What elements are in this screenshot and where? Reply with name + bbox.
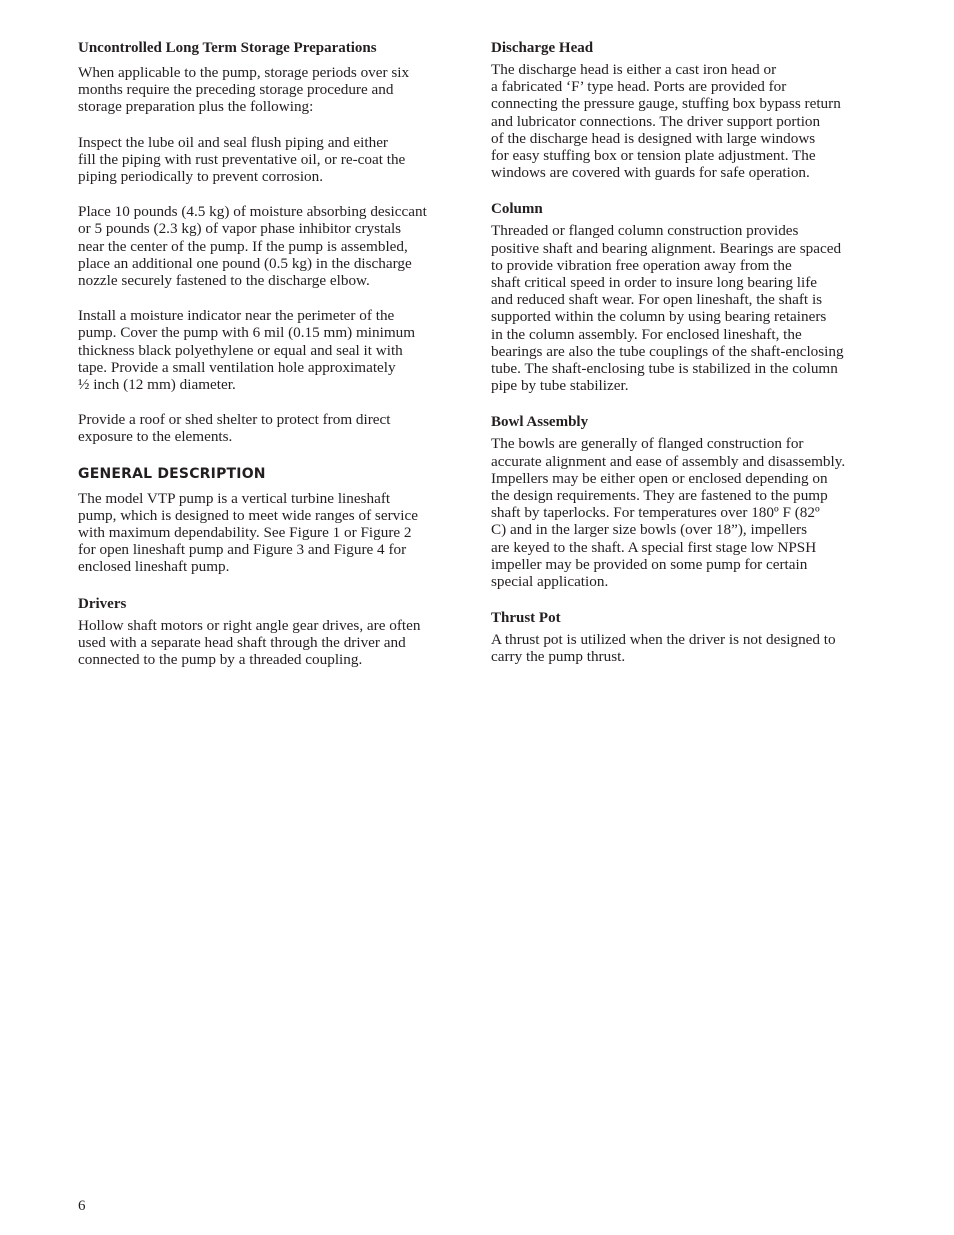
bowl-assembly-heading: Bowl Assembly bbox=[491, 414, 589, 431]
discharge-head-section bbox=[491, 38, 883, 181]
storage-paragraph-1: When applicable to the pump, storage periods over six months require the preceding storage procedure and storage preparation plus the following: bbox=[78, 64, 410, 116]
page-number: 6 bbox=[78, 1198, 86, 1214]
general-description-section bbox=[78, 464, 470, 576]
left-column bbox=[78, 38, 470, 686]
column-paragraph: Threaded or flanged column construction provides positive shaft and bearing alignment. Bearings are spaced to provide vibration free operation away from the shaft critical speed in order to insure long bearing life and reduced shaft wear. For open lineshaft, the shaft is supported within the column by using bearing retainers in the column assembly. For enclosed lineshaft, the bearings are also the tube couplings of the shaft-enclosing tube. The shaft-enclosing tube is stabilized in the column pipe by tube stabilizer. bbox=[491, 222, 844, 395]
storage-heading: Uncontrolled Long Term Storage Preparations bbox=[78, 40, 377, 56]
thrust-pot-heading: Thrust Pot bbox=[491, 610, 561, 627]
storage-section bbox=[78, 38, 470, 446]
right-column bbox=[491, 38, 883, 684]
drivers-paragraph: Hollow shaft motors or right angle gear drives, are often used with a separate head shaft through the driver and connected to the pump by a threaded coupling. bbox=[78, 616, 421, 669]
discharge-head-heading: Discharge Head bbox=[491, 40, 594, 56]
bowl-assembly-paragraph: The bowls are generally of flanged construction for accurate alignment and ease of assembly and disassembly. Impellers may be either open or enclosed depending on the design requirements. They are fastened to the pump shaft by taperlocks. For temperatures over 180º F (82º C) and in the larger size bowls (over 18”), impellers are keyed to the shaft. A special first stage low NPSH impeller may be provided on some pump for certain special application. bbox=[491, 435, 846, 591]
general-description-heading: GENERAL DESCRIPTION bbox=[78, 465, 266, 482]
storage-paragraph-4: Install a moisture indicator near the perimeter of the pump. Cover the pump with 6 mil (0.15 mm) minimum thickness black polyethylene or equal and seal it with tape. Provide a small ventilation hole approximately ½ inch (12 mm) diameter. bbox=[78, 307, 416, 394]
thrust-pot-paragraph: A thrust pot is utilized when the driver is not designed to carry the pump thrust. bbox=[491, 631, 836, 666]
drivers-section bbox=[78, 594, 470, 669]
thrust-pot-section bbox=[491, 608, 883, 665]
storage-paragraph-3: Place 10 pounds (4.5 kg) of moisture absorbing desiccant or 5 pounds (2.3 kg) of vapor phase inhibitor crystals near the center of the pump. If the pump is assembled, place an additional one pound (0.5 kg) in the discharge nozzle securely fastened to the discharge elbow. bbox=[78, 203, 427, 290]
discharge-head-paragraph: The discharge head is either a cast iron head or a fabricated ‘F’ type head. Ports are provided for connecting the pressure gauge, stuffing box bypass return and lubricator connections. The driver support portion of the discharge head is designed with large windows for easy stuffing box or tension plate adjustment. The windows are covered with guards for safe operation. bbox=[491, 61, 841, 182]
storage-paragraph-2: Inspect the lube oil and seal flush piping and either fill the piping with rust preventative oil, or re-coat the piping periodically to prevent corrosion. bbox=[78, 133, 406, 186]
general-description-paragraph: The model VTP pump is a vertical turbine lineshaft pump, which is designed to meet wide ranges of service with maximum dependability. See Figure 1 or Figure 2 for open lineshaft pump and Figure 3 and Figure 4 for enclosed lineshaft pump. bbox=[78, 489, 418, 576]
storage-paragraph-5: Provide a roof or shed shelter to protect from direct exposure to the elements. bbox=[78, 411, 391, 446]
drivers-heading: Drivers bbox=[78, 595, 127, 612]
column-section bbox=[491, 199, 883, 394]
column-heading: Column bbox=[491, 201, 543, 218]
bowl-assembly-section bbox=[491, 412, 883, 590]
